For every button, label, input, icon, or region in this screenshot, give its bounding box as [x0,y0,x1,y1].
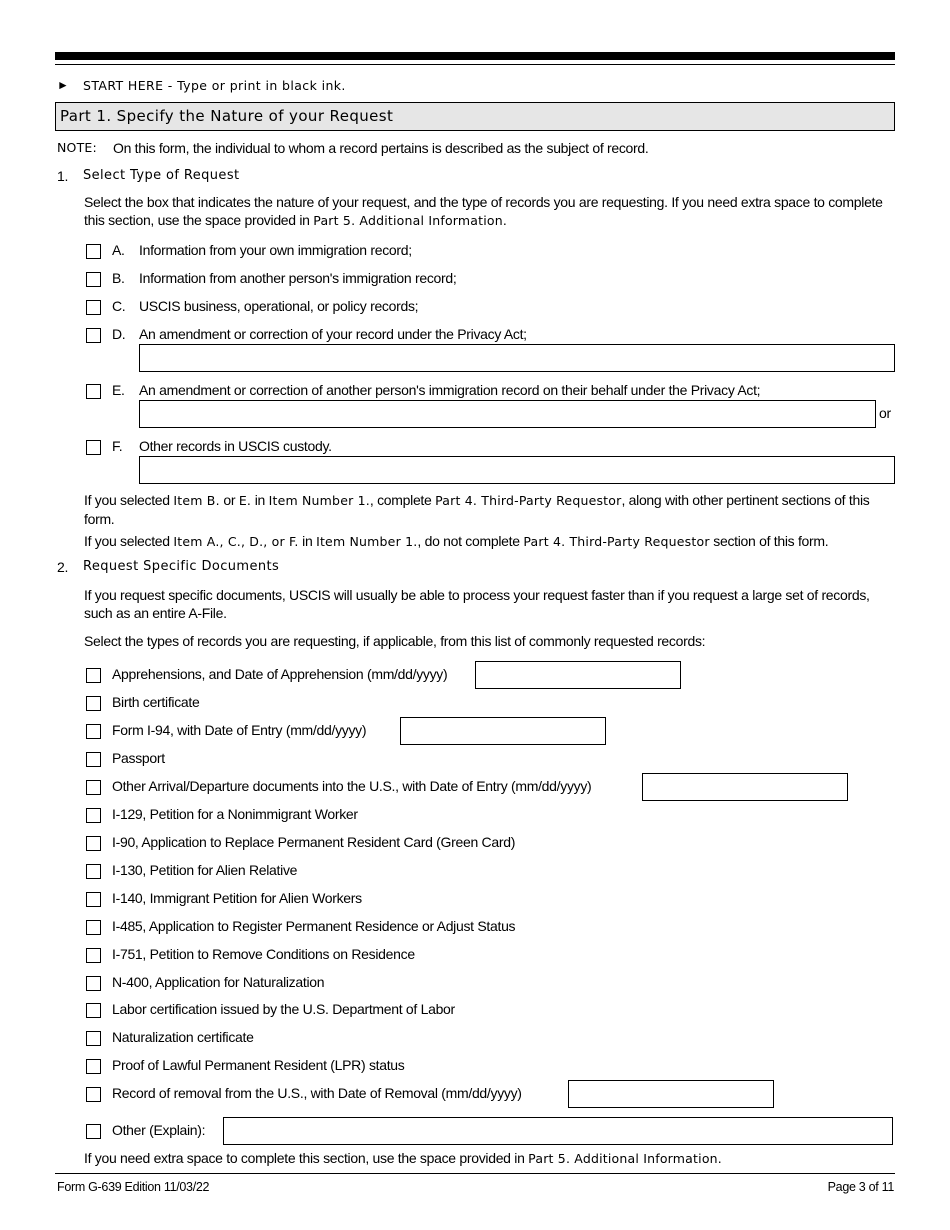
item1-number: 1. [57,168,69,184]
item1-title: Select Type of Request [83,168,240,183]
option-e-field[interactable] [139,400,876,428]
option-d-label: An amendment or correction of your record under the Privacy Act; [139,326,527,342]
record-other-arrival-checkbox[interactable] [86,780,101,795]
option-f-letter: F. [112,438,123,454]
note-text: On this form, the individual to whom a record pertains is described as the subject of record. [113,140,649,156]
record-apprehensions-label: Apprehensions, and Date of Apprehension (mm/dd/yyyy) [112,666,448,682]
top-thin-rule [55,64,895,65]
record-i94-label: Form I-94, with Date of Entry (mm/dd/yyyy) [112,722,367,738]
option-a-label: Information from your own immigration record; [139,242,412,258]
record-i130-checkbox[interactable] [86,864,101,879]
option-f-label: Other records in USCIS custody. [139,438,332,454]
or-label: or [879,405,891,421]
record-birth-certificate-label: Birth certificate [112,694,200,710]
record-apprehensions-checkbox[interactable] [86,668,101,683]
top-thick-rule [55,52,895,60]
record-i751-checkbox[interactable] [86,948,101,963]
record-i140-checkbox[interactable] [86,892,101,907]
record-i90-checkbox[interactable] [86,836,101,851]
record-i94-checkbox[interactable] [86,724,101,739]
start-here-arrow-icon: ► [57,78,69,92]
part1-title: Part 1. Specify the Nature of your Request [60,107,394,125]
record-i130-label: I-130, Petition for Alien Relative [112,862,298,878]
record-i129-checkbox[interactable] [86,808,101,823]
record-passport-label: Passport [112,750,165,766]
part5-reference: Part 5. Additional Information [528,1151,718,1166]
item2-extra-space-note: If you need extra space to complete this section, use the space provided in Part 5. Additional Information. [84,1150,722,1166]
item2-number: 2. [57,559,69,575]
record-i129-label: I-129, Petition for a Nonimmigrant Worker [112,806,358,822]
option-f-field[interactable] [139,456,895,484]
option-d-checkbox[interactable] [86,328,101,343]
part1-header [55,102,895,131]
record-i485-label: I-485, Application to Register Permanent Residence or Adjust Status [112,918,516,934]
item1-note-do-not-complete: If you selected Item A., C., D., or F. in Item Number 1., do not complete Part 4. Third-Party Requestor section of this form. [84,533,829,549]
record-n400-checkbox[interactable] [86,976,101,991]
option-a-letter: A. [112,242,125,258]
date-i94-field[interactable] [400,717,606,745]
option-b-label: Information from another person's immigration record; [139,270,457,286]
record-other-arrival-label: Other Arrival/Departure documents into the U.S., with Date of Entry (mm/dd/yyyy) [112,778,592,794]
record-i90-label: I-90, Application to Replace Permanent Resident Card (Green Card) [112,834,516,850]
option-e-label: An amendment or correction of another person's immigration record on their behalf under the Privacy Act; [139,382,761,398]
date-other-arrival-field[interactable] [642,773,848,801]
part5-reference: Part 5. Additional Information [313,213,503,228]
option-b-letter: B. [112,270,125,286]
record-labor-certification-label: Labor certification issued by the U.S. Department of Labor [112,1001,455,1017]
option-d-letter: D. [112,326,126,342]
date-removal-field[interactable] [568,1080,774,1108]
option-c-checkbox[interactable] [86,300,101,315]
option-b-checkbox[interactable] [86,272,101,287]
item2-paragraph: If you request specific documents, USCIS will usually be able to process your request faster than if you request a large set of records, such as an entire A-File. [84,587,870,621]
note-label: NOTE: [57,140,97,155]
option-a-checkbox[interactable] [86,244,101,259]
record-removal-label: Record of removal from the U.S., with Date of Removal (mm/dd/yyyy) [112,1085,522,1101]
item1-instructions: Select the box that indicates the nature of your request, and the type of records you are requesting. If you need extra space to complete this section, use the space provided in Part 5. Additional Information. [84,194,883,228]
option-d-field[interactable] [139,344,895,372]
record-birth-certificate-checkbox[interactable] [86,696,101,711]
option-e-checkbox[interactable] [86,384,101,399]
record-n400-label: N-400, Application for Naturalization [112,974,325,990]
other-explain-field[interactable] [223,1117,893,1145]
record-lpr-status-label: Proof of Lawful Permanent Resident (LPR) status [112,1057,405,1073]
record-naturalization-certificate-checkbox[interactable] [86,1031,101,1046]
option-e-letter: E. [112,382,125,398]
record-removal-checkbox[interactable] [86,1087,101,1102]
record-passport-checkbox[interactable] [86,752,101,767]
option-c-label: USCIS business, operational, or policy records; [139,298,419,314]
footer-rule [55,1173,895,1174]
option-f-checkbox[interactable] [86,440,101,455]
item2-title: Request Specific Documents [83,559,280,574]
option-c-letter: C. [112,298,126,314]
date-apprehension-field[interactable] [475,661,681,689]
item2-select-instructions: Select the types of records you are requesting, if applicable, from this list of commonly requested records: [84,633,706,649]
item1-note-third-party: If you selected Item B. or E. in Item Number 1., complete Part 4. Third-Party Requestor, along with other pertinent sections of this form. [84,492,870,527]
record-i140-label: I-140, Immigrant Petition for Alien Workers [112,890,362,906]
record-i485-checkbox[interactable] [86,920,101,935]
record-lpr-status-checkbox[interactable] [86,1059,101,1074]
record-labor-certification-checkbox[interactable] [86,1003,101,1018]
record-i751-label: I-751, Petition to Remove Conditions on Residence [112,946,415,962]
footer-form-edition: Form G-639 Edition 11/03/22 [57,1180,210,1194]
record-other-label: Other (Explain): [112,1122,206,1138]
footer-page-number: Page 3 of 11 [827,1180,894,1194]
record-naturalization-certificate-label: Naturalization certificate [112,1029,254,1045]
record-other-checkbox[interactable] [86,1124,101,1139]
start-here-label: START HERE - Type or print in black ink. [83,78,346,93]
